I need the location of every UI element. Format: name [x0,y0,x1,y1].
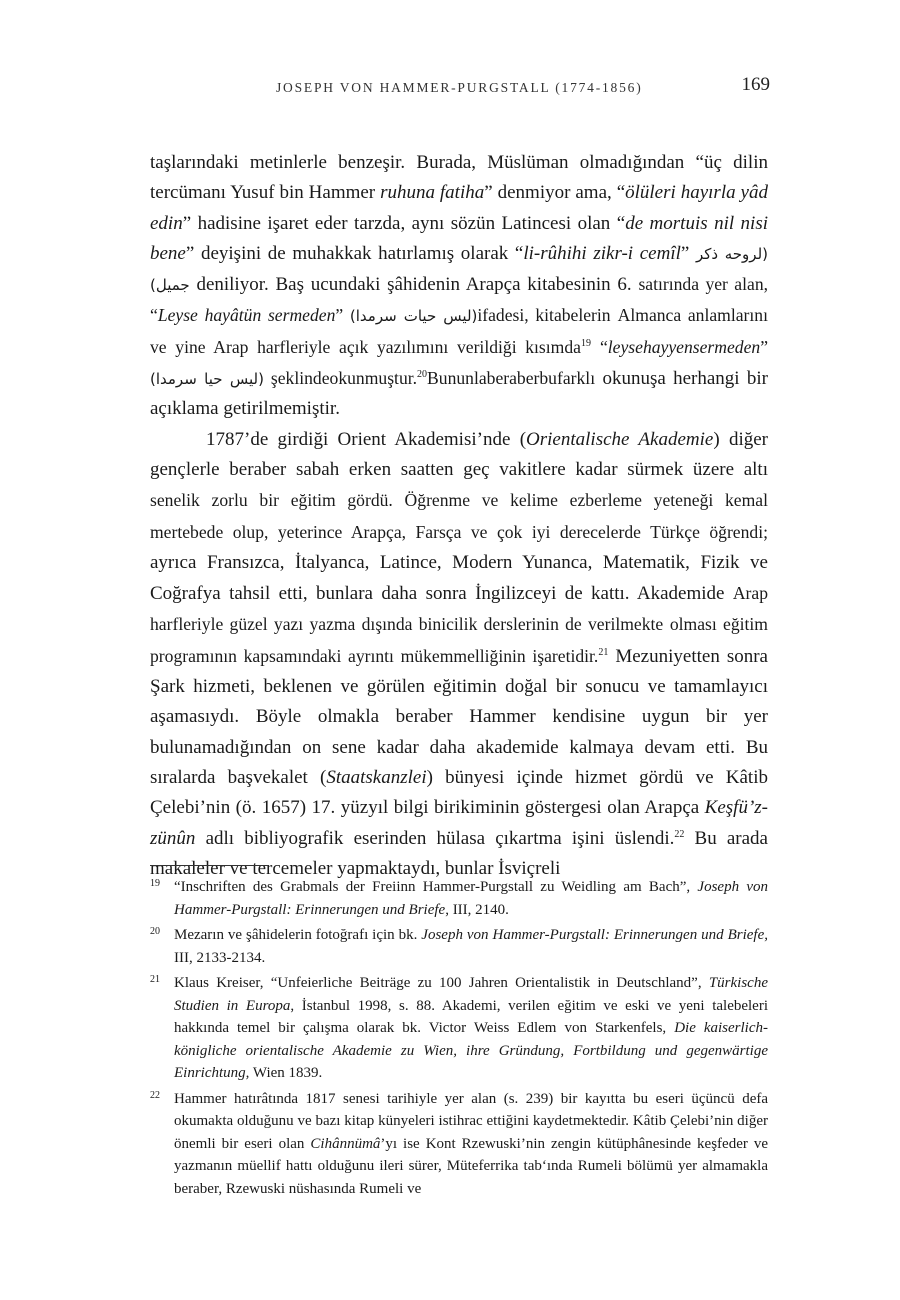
text-run: üslendi. [614,827,675,849]
text-run: olması eğitim programının kapsamındaki ayrıntı mükemmelliğinin işaretidir. [150,614,768,666]
text-run: ” [335,305,350,326]
text-run: okunuşa herhangi bir açıklama getirilmemiştir. [150,368,769,420]
text-run: III, 2133-2134. [174,949,266,966]
italic-text: Orientalische Akademie [526,428,714,450]
text-run: devam etti. Bu sıralarda başvekalet ( [150,736,768,788]
text-run: Klaus Kreiser, “Unfeierliche Beiträge zu 100 Jahren Orientalistik in Deutschland”, [174,975,709,991]
italic-text: Keşfü’z-zünûn [150,797,768,849]
italic-text: yâd edin [150,182,768,234]
text-run: sonucu ve tamamlayıcı aşamasıydı. Böyle olmakla beraber Hammer kendisine [150,676,768,728]
footnote-19 [150,876,768,921]
italic-text: ölüleri hayırla [625,182,736,204]
italic-text: ruhuna fatiha [380,182,485,204]
footnote-ref[interactable]: 22 [674,828,685,840]
text-run: Bu arada makaleler ve tercemeler yapmaktaydı, bunlar İsviçreli [150,827,768,879]
footnote-number: 22 [150,1089,160,1101]
body-text [150,148,768,884]
text-run: Almanca anlamlarını ve yine Arap harfleriyle açık yazılımını verildiği kısımda [150,305,768,357]
footnote-ref[interactable]: 20 [417,369,428,381]
text-run: 1787’de girdiği Orient Akademisi’nde ( [206,428,527,450]
text-run: ) bünyesi içinde hizmet [426,766,627,788]
text-run: Mezarın ve şâhidelerin fotoğrafı için bk. [174,927,422,943]
text-run: mertebede olup, yeterince Arapça, Farsça ve çok iyi derecelerde Türkçe öğrendi; [150,521,768,542]
text-run: tercümanı Yusuf bin Hammer [150,182,381,204]
text-run: “ [599,336,608,357]
italic-text: Cihânnümâ [310,1135,381,1152]
text-run: adlı bibliyografik eserinden hülasa çıkartma işini [195,827,605,849]
text-run: Wien 1839. [249,1065,323,1081]
text-run: uygun bir yer bulunamadığından on sene kadar daha akademide kalmaya [150,706,768,758]
italic-text: Joseph von Hammer-Purgstall: Erinnerungen und Briefe, [421,927,768,943]
page-number: 169 [741,74,770,95]
text-run: senelik zorlu bir eğitim gördü. Öğrenme ve kelime ezberleme yeteneği kemal [150,490,768,511]
italic-text: Joseph von Hammer-Purgstall: Erinnerungen und Briefe [174,879,769,918]
footnote-number: 20 [150,926,160,937]
text-run: şeklindeokunmuştur. [263,368,418,389]
text-run: ) diğer [713,428,768,450]
text-run: ” denmiyor ama, “ [484,182,626,204]
text-run: ” deyişini de muhakkak hatırlamış olarak “ [185,242,524,264]
footnote-20 [150,924,768,969]
text-run: ayrıca Fransızca, İtalyanca, Latince, Modern Yunanca, Matematik, Fizik ve [150,551,768,573]
text-run: ’yı ise Kont Rzewuski’nin zengin kütüphânesinde keşfeder ve yazmanın müellif hattı olduğunu ileri sürer, Müteferrika tab‘ında Rumeli bölümü yer almamakla beraber, Rzewuski nüshasında Rumeli ve [174,1135,768,1197]
paragraph-1 [150,148,768,425]
text-run: Mezuniyetten sonra Şark hizmeti, beklenen ve görülen eğitimin doğal bir [150,645,768,698]
italic-text: de mortuis [625,212,708,234]
italic-text: leysehayyensermeden [607,336,761,357]
running-title: JOSEPH VON HAMMER-PURGSTALL (1774-1856) [276,80,643,95]
italic-text: Staatskanzlei [326,766,427,788]
italic-text: Türkische Studien in Europa [174,975,768,1014]
text-run: deniliyor. Baş ucundaki şâhidenin Arapça kitabesinin 6. [189,274,632,296]
running-header [150,74,768,104]
italic-text: Leyse hayâtün sermeden [157,305,336,326]
footnote-number: 19 [150,878,160,889]
footnotes [150,876,768,1203]
text-run: “Inschriften des Grabmals der Freiinn Hammer-Purgstall zu Weidling am Bach”, [174,879,698,895]
paragraph-2 [150,425,768,884]
text-run: ifadesi, kitabelerin [477,305,611,326]
footnote-21 [150,972,768,1085]
italic-text: nil nisi bene [150,212,769,264]
footnote-number: 21 [150,974,160,985]
tight-line [150,490,768,510]
arabic-text: (ليس حيات سرمدا) [349,307,478,326]
text-run: gençlerle beraber sabah erken saatten geç vakitlere kadar sürmek üzere altı [150,458,768,480]
arabic-text: (لروحه ذكر جميل) [150,244,768,295]
tight-line [150,522,768,542]
text-run: Hammer hatırâtında 1817 senesi tarihiyle yer alan (s. 239) bir kayıtta bu eseri üçüncü defa okumakta olduğunu ve bazı kitap künyeleri istihrac ettiğini kaydetmektedir. Kâtib Çelebi’nin diğer önemli bir eseri olan [174,1090,768,1152]
text-run: Coğrafya tahsil etti, bunlara daha sonra İngilizceyi de kattı. Akademide [150,583,725,605]
footnote-22 [150,1088,768,1201]
text-run: , III, 2140. [445,901,509,918]
text-run: Arap harfleriyle güzel yazı yazma dışında binicilik derslerinin de verilmekte [150,583,769,635]
text-run: gördü ve Kâtib Çelebi’nin (ö. 1657) 17. yüzyıl bilgi birikiminin göstergesi [150,766,768,819]
text-run: ” hadisine işaret eder tarzda, aynı sözün Latincesi olan “ [182,212,626,234]
footnote-ref[interactable]: 19 [580,337,591,349]
text-run: olan Arapça [607,797,705,819]
text-run: Bununlaberaberbufarklı [427,368,596,389]
footnote-separator [150,865,268,866]
text-run: , İstanbul 1998, s. 88. Akademi, verilen eğitim ve eski ve yeni talebeleri hakkında temel bir çalışma olarak bk. Victor Weiss Edlem von Starkenfels, [174,997,768,1036]
text-run: taşlarındaki metinlerle benzeşir. Burada, Müslüman olmadığından “üç dilin [150,152,768,173]
italic-text: Die kaiserlich-königliche orientalische Akademie zu Wien, ihre Gründung, Fortbildung und gegenwärtige Einrichtung, [174,1020,768,1081]
text-run: ” [680,242,690,264]
footnote-ref[interactable]: 21 [598,646,609,658]
text-run: satırında yer alan, “ [150,274,769,326]
italic-text: li-rûhihi zikr-i cemîl [523,242,681,264]
arabic-text: (ليس حيا سرمدا) [150,370,264,389]
text-run: ” [760,336,769,357]
